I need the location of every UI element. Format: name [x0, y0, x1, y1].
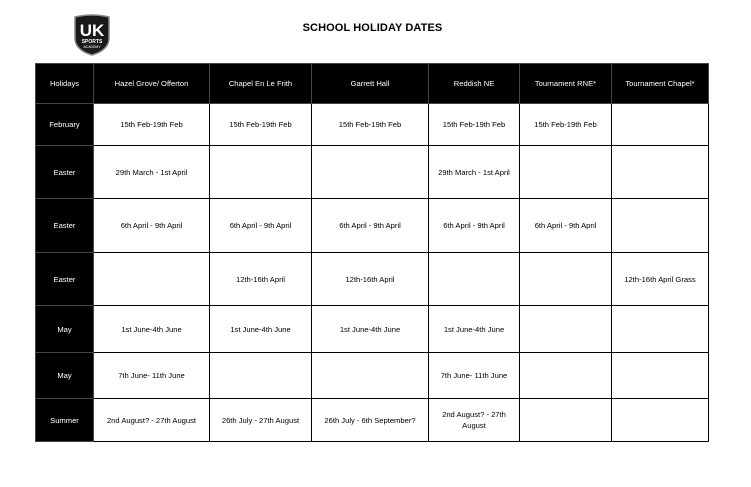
- header-garrett-hall: Garrett Hall: [312, 64, 429, 104]
- table-cell: 6th April - 9th April: [312, 199, 429, 253]
- table-cell: [94, 253, 210, 306]
- header-tournament-chapel: Tournament Chapel*: [612, 64, 709, 104]
- table-cell: [612, 306, 709, 353]
- table-cell: [612, 104, 709, 146]
- row-holiday-label: May: [36, 353, 94, 399]
- table-cell: [210, 353, 312, 399]
- table-row: [36, 199, 709, 253]
- table-row: [36, 399, 709, 442]
- table-cell: 7th June- 11th June: [94, 353, 210, 399]
- table-cell: 1st June-4th June: [210, 306, 312, 353]
- table-cell: [520, 253, 612, 306]
- row-holiday-label: Easter: [36, 253, 94, 306]
- row-holiday-label: February: [36, 104, 94, 146]
- logo-text-uk: UK: [79, 21, 105, 40]
- table-cell: [520, 399, 612, 442]
- table-row: [36, 306, 709, 353]
- table-cell: 6th April - 9th April: [94, 199, 210, 253]
- table-cell: 1st June-4th June: [94, 306, 210, 353]
- row-holiday-label: Summer: [36, 399, 94, 442]
- row-holiday-label: May: [36, 306, 94, 353]
- table-cell: 6th April - 9th April: [429, 199, 520, 253]
- table-cell: 2nd August? - 27th August: [94, 399, 210, 442]
- table-cell: [312, 353, 429, 399]
- table-row: [36, 146, 709, 199]
- table-cell: 15th Feb-19th Feb: [312, 104, 429, 146]
- table-cell: 12th-16th April Grass: [612, 253, 709, 306]
- table-cell: [210, 146, 312, 199]
- table-cell: 6th April - 9th April: [210, 199, 312, 253]
- table-header-row: [36, 64, 709, 104]
- table-cell: 2nd August? - 27th August: [429, 399, 520, 442]
- header-holidays: Holidays: [36, 64, 94, 104]
- table-cell: 12th-16th April: [210, 253, 312, 306]
- table-cell: 15th Feb-19th Feb: [520, 104, 612, 146]
- table-cell: 15th Feb-19th Feb: [94, 104, 210, 146]
- table-cell: 15th Feb-19th Feb: [210, 104, 312, 146]
- table-cell: [520, 306, 612, 353]
- table-cell: [612, 399, 709, 442]
- table-row: [36, 353, 709, 399]
- table-cell: 12th-16th April: [312, 253, 429, 306]
- row-holiday-label: Easter: [36, 146, 94, 199]
- table-cell: 15th Feb-19th Feb: [429, 104, 520, 146]
- header-hazel-grove-offerton: Hazel Grove/ Offerton: [94, 64, 210, 104]
- table-cell: 1st June-4th June: [429, 306, 520, 353]
- table-cell: [612, 199, 709, 253]
- header-reddish-ne: Reddish NE: [429, 64, 520, 104]
- logo-text-academy: ACADEMY: [83, 45, 101, 49]
- page-title: SCHOOL HOLIDAY DATES: [302, 22, 443, 34]
- table-cell: [520, 353, 612, 399]
- holiday-dates-table: [35, 63, 709, 442]
- header-tournament-rne: Tournament RNE*: [520, 64, 612, 104]
- logo-text-sports: SPORTS: [81, 39, 103, 45]
- row-holiday-label: Easter: [36, 199, 94, 253]
- table-cell: 29th March - 1st April: [94, 146, 210, 199]
- table-cell: 6th April - 9th April: [520, 199, 612, 253]
- table-row: [36, 253, 709, 306]
- table-cell: [429, 253, 520, 306]
- table-cell: [612, 353, 709, 399]
- table-cell: [612, 146, 709, 199]
- table-cell: [312, 146, 429, 199]
- table-row: [36, 104, 709, 146]
- uk-sports-academy-logo: [73, 14, 111, 56]
- table-cell: [520, 146, 612, 199]
- table-cell: 1st June-4th June: [312, 306, 429, 353]
- table-cell: 7th June- 11th June: [429, 353, 520, 399]
- table-cell: 26th July - 6th September?: [312, 399, 429, 442]
- header-chapel-en-le-frith: Chapel En Le Frith: [210, 64, 312, 104]
- table-cell: 26th July - 27th August: [210, 399, 312, 442]
- table-cell: 29th March - 1st April: [429, 146, 520, 199]
